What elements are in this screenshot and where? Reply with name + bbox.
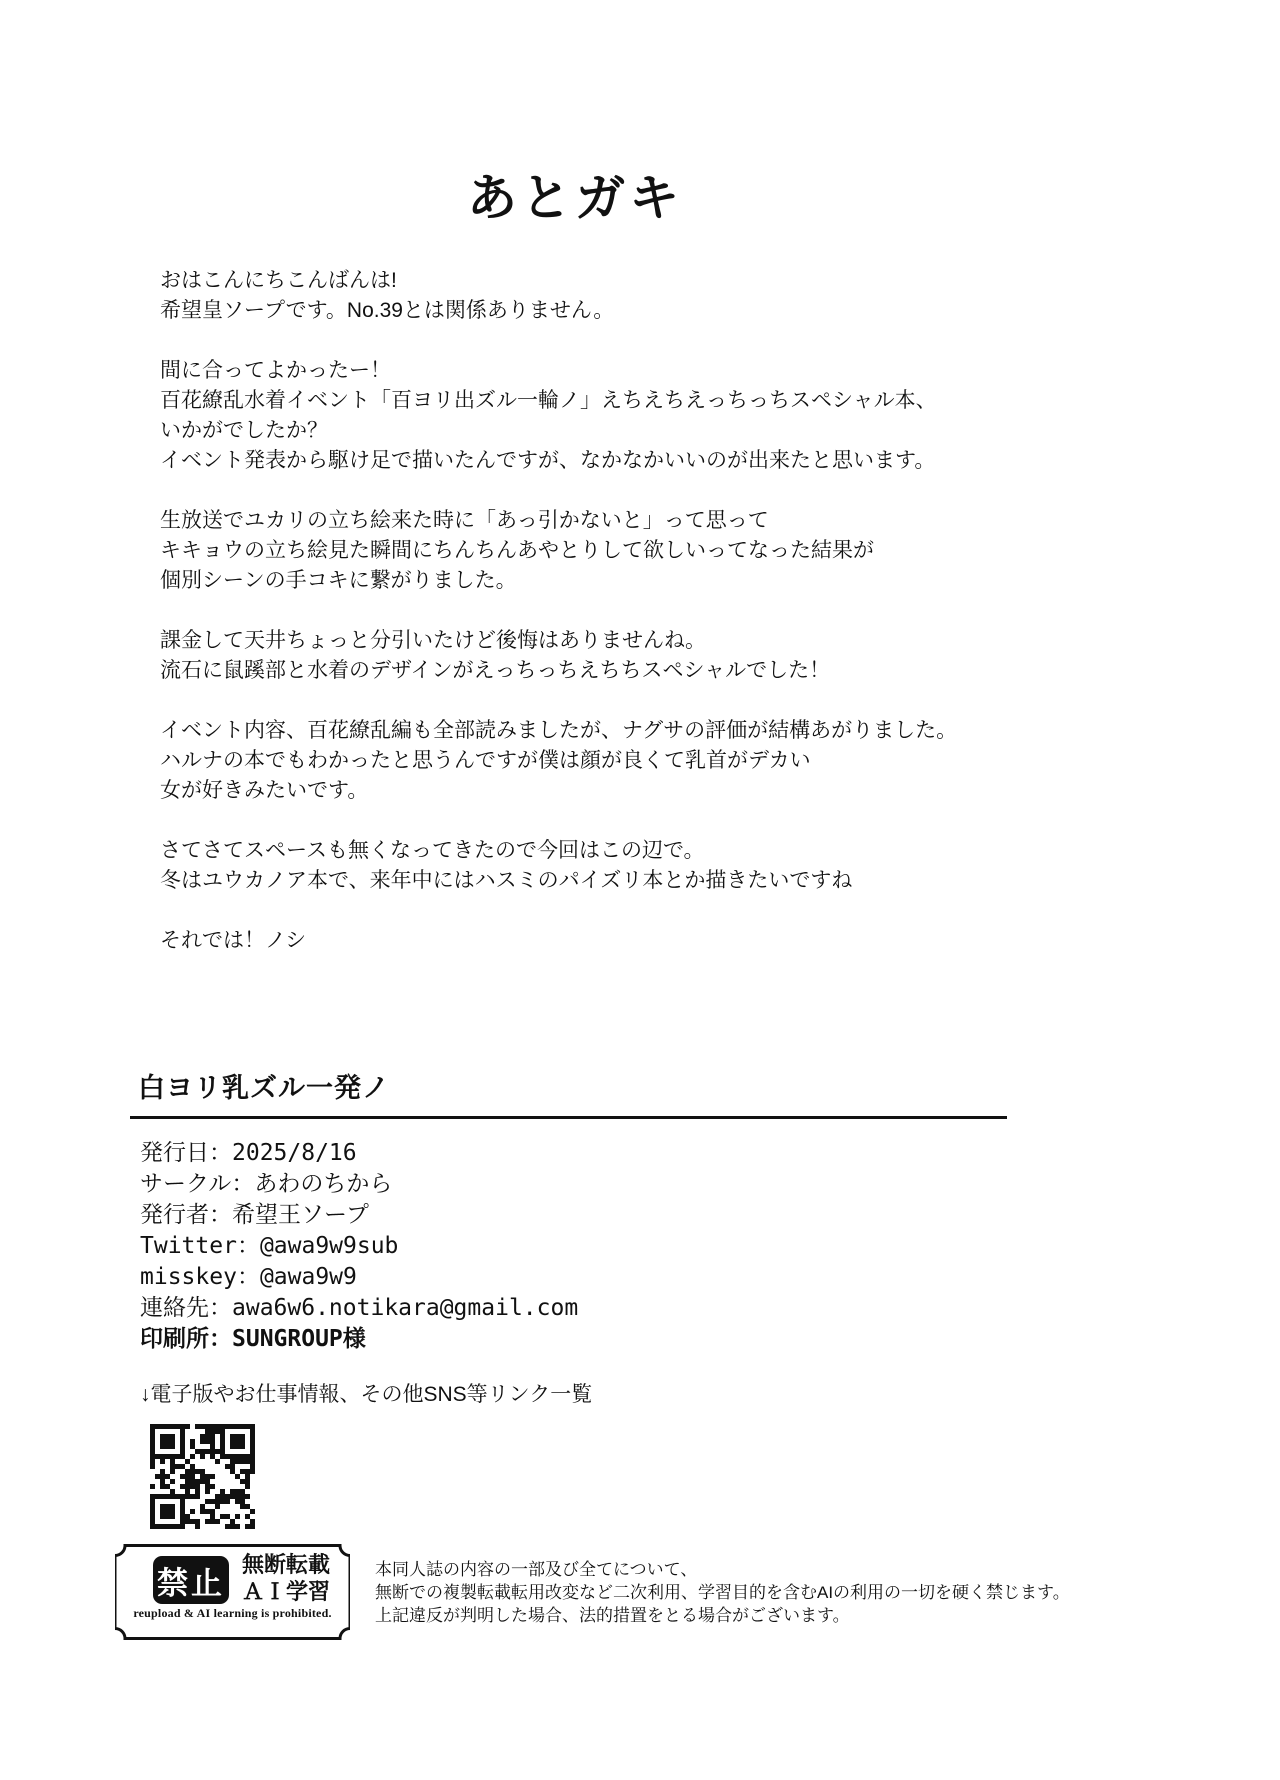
afterword-line: イベント内容、百花繚乱編も全部読みましたが、ナグサの評価が結構あがりました。 <box>160 719 958 742</box>
afterword-paragraph <box>160 266 1140 326</box>
page-title: あとガキ <box>467 168 683 227</box>
book-title: 白ヨリ乳ズル一発ノ <box>138 1073 390 1104</box>
colophon-entry-contact <box>140 1293 578 1324</box>
afterword-line: さてさてスペースも無くなってきたので今回はこの辺で。 <box>160 839 705 862</box>
colophon-label: 発行日 <box>140 1140 209 1166</box>
colophon-value: @awa9w9 <box>259 1264 357 1290</box>
stamp-text <box>233 1552 339 1606</box>
colophon-separator: ： <box>231 1171 255 1197</box>
afterword-line: 課金して天井ちょっと分引いたけど後悔はありませんね。 <box>160 629 706 652</box>
colophon-label: 発行者 <box>140 1202 209 1228</box>
afterword-line: 女が好きみたいです。 <box>160 779 369 802</box>
colophon-separator: ： <box>209 1202 232 1228</box>
stamp-line: ＡＩ学習 <box>241 1580 330 1605</box>
afterword-paragraph <box>160 836 1140 896</box>
afterword-line: おはこんにちこんばんは! <box>160 269 397 292</box>
afterword-line: 百花繚乱水着イベント「百ヨリ出ズル一輪ノ」えちえちえっちっちスペシャル本、 <box>160 389 937 412</box>
colophon-value: 2025/8/16 <box>232 1140 357 1166</box>
prohibition-stamp <box>115 1544 350 1640</box>
colophon-value: SUNGROUP様 <box>232 1326 366 1352</box>
colophon-label: 印刷所 <box>140 1326 209 1352</box>
kinshi-badge: 禁止 <box>153 1556 229 1604</box>
colophon-entry-publisher <box>140 1200 578 1231</box>
colophon-entry-circle <box>140 1169 578 1200</box>
afterword-line: 希望皇ソープです。No.39とは関係ありません。 <box>160 299 615 322</box>
afterword-paragraph <box>160 356 1140 476</box>
colophon-value: @awa9w9sub <box>259 1233 399 1259</box>
colophon-label: Twitter <box>140 1233 237 1259</box>
afterword-line: 個別シーンの手コキに繋がりました。 <box>160 569 517 592</box>
afterword-line: 間に合ってよかったー！ <box>160 359 391 382</box>
colophon-separator: ： <box>209 1140 232 1166</box>
colophon <box>140 1138 578 1355</box>
afterword-paragraph <box>160 506 1140 596</box>
afterword-line: いかがでしたか？ <box>160 419 328 442</box>
colophon-separator: ： <box>209 1295 232 1321</box>
afterword-line: ハルナの本でもわかったと思うんですが僕は顔が良くて乳首がデカい <box>160 749 811 772</box>
afterword-paragraph <box>160 926 1140 956</box>
colophon-value: 希望王ソープ <box>232 1202 369 1228</box>
colophon-label: サークル <box>140 1171 232 1197</box>
divider-rule <box>130 1116 1007 1119</box>
colophon-entry-twitter <box>140 1231 578 1262</box>
colophon-entry-date <box>140 1138 578 1169</box>
colophon-separator: ： <box>236 1264 260 1290</box>
disclaimer-line: 本同人誌の内容の一部及び全てについて、 <box>375 1560 698 1579</box>
colophon-value: あわのちから <box>254 1171 393 1197</box>
afterword-line: 冬はユウカノア本で、来年中にはハスミのパイズリ本とか描きたいですね <box>160 869 853 892</box>
disclaimer-line: 上記違反が判明した場合、法的措置をとる場合がございます。 <box>375 1606 850 1625</box>
colophon-entry-printer <box>140 1324 578 1355</box>
colophon-label: misskey <box>140 1264 237 1290</box>
colophon-value: awa6w6.notikara@gmail.com <box>232 1295 579 1321</box>
afterword-paragraph <box>160 626 1140 686</box>
afterword-line: 流石に鼠蹊部と水着のデザインがえっちっちえちちスペシャルでした！ <box>160 659 831 682</box>
colophon-label: 連絡先 <box>140 1295 209 1321</box>
afterword-line: キキョウの立ち絵見た瞬間にちんちんあやとりして欲しいってなった結果が <box>160 539 874 562</box>
qr-code <box>150 1424 255 1529</box>
links-note: ↓電子版やお仕事情報、その他SNS等リンク一覧 <box>140 1383 593 1406</box>
colophon-separator: ： <box>209 1326 232 1352</box>
afterword-body <box>160 266 1140 986</box>
afterword-line: イベント発表から駆け足で描いたんですが、なかなかいいのが出来たと思います。 <box>160 449 936 472</box>
disclaimer <box>375 1558 1070 1627</box>
colophon-separator: ： <box>236 1233 260 1259</box>
colophon-entry-misskey <box>140 1262 578 1293</box>
disclaimer-line: 無断での複製転載転用改変など二次利用、学習目的を含むAIの利用の一切を硬く禁じます。 <box>375 1583 1070 1602</box>
stamp-english-caption: reupload & AI learning is prohibited. <box>133 1606 332 1620</box>
afterword-line: それでは！ノシ <box>160 929 307 952</box>
stamp-line: 無断転載 <box>241 1553 330 1578</box>
afterword-line: 生放送でユカリの立ち絵来た時に「あっ引かないと」って思って <box>160 509 769 532</box>
afterword-paragraph <box>160 716 1140 806</box>
